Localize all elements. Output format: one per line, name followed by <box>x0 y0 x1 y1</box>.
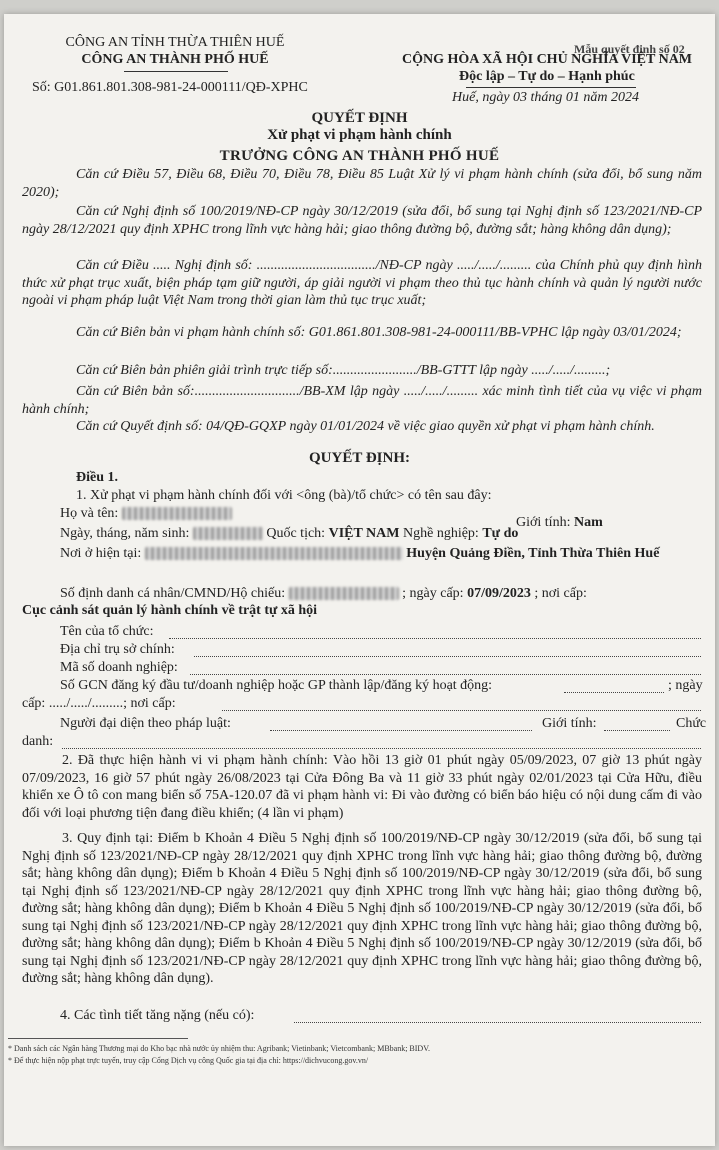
job-value: Tự do <box>482 526 519 541</box>
basis-3: Căn cứ Điều ..... Nghị định số: ................................../NĐ-CP ngày ...../...../......... của Chính phủ quy định hình thức xử phạt trục xuất, biện pháp tạm giữ người, áp giải người vi phạm theo thủ tục hành chính và quản lý người nước ngoài vi phạm pháp luật Việt Nam trong thời gian làm thủ tục trục xuất; <box>22 258 702 309</box>
motto: Độc lập – Tự do – Hạnh phúc <box>459 69 635 84</box>
agency-sub: CÔNG AN THÀNH PHỐ HUẾ <box>81 52 269 67</box>
gender-value: Nam <box>573 515 603 530</box>
org-gcn-date-label: ; ngày <box>668 678 703 693</box>
org-issue-place-line <box>222 710 701 711</box>
gender-row <box>516 515 603 531</box>
footnote-rule <box>8 1038 188 1039</box>
doc-number: Số: G01.861.801.308-981-24-000111/QĐ-XPHC <box>32 80 308 95</box>
rep-gender-label: Giới tính: <box>542 716 597 731</box>
org-name-line <box>169 638 701 639</box>
org-name-label: Tên của tổ chức: <box>60 624 154 639</box>
rep-gender-line <box>604 730 670 731</box>
basis-6: Căn cứ Biên bản số:............................../BB-XM lập ngày ...../...../......... xác minh tình tiết của vụ việc vi phạm hành chính; <box>22 384 702 417</box>
agency-underline <box>124 71 228 72</box>
name-row <box>60 506 232 522</box>
org-address-line <box>194 656 701 657</box>
doc-title: QUYẾT ĐỊNH <box>311 110 408 126</box>
nationality-label: Quốc tịch: <box>266 526 326 541</box>
footnote-1: * Danh sách các Ngân hàng Thương mại do Kho bạc nhà nước ủy nhiệm thu: Agribank; Vietinbank; Vietcombank; MBbank; BIDV. <box>8 1044 430 1053</box>
basis-5: Căn cứ Biên bản phiên giải trình trực tiếp số:......................../BB-GTTT lập ngày ...../...../.........; <box>76 363 611 378</box>
document-page <box>4 14 715 1146</box>
authority: TRƯỞNG CÔNG AN THÀNH PHỐ HUẾ <box>219 148 500 164</box>
address-value: Huyện Quảng Điền, Tỉnh Thừa Thiên Huế <box>406 546 660 561</box>
article-1-item-2: 2. Đã thực hiện hành vi vi phạm hành chính: Vào hồi 13 giờ 01 phút ngày 05/09/2023, 07 giờ 13 phút ngày 07/09/2023, 16 giờ 57 phút ngày 26/08/2023 tại Cửa Đông Ba và 11 giờ 33 phút ngày 02/01/2023 tại Cửa Hữu, điều khiển xe Ô tô con mang biển số 75A-120.07 đã vi phạm hành vi: Đi vào đường có biển báo hiệu có nội dung cấm đi vào đối với loại phương tiện đang điều khiển; (4 lần vi phạm) <box>22 753 702 821</box>
id-row <box>60 586 587 602</box>
basis-2: Căn cứ Nghị định số 100/2019/NĐ-CP ngày 30/12/2019 (sửa đổi, bổ sung tại Nghị định số 123/2021/NĐ-CP ngày 28/12/2021 quy định XPHC trong lĩnh vực hàng hải; giao thông đường bộ, đường sắt; hàng không dân dụng); <box>22 204 702 237</box>
rep-title-label: Chức <box>676 716 707 731</box>
agency-top: CÔNG AN TỈNH THỪA THIÊN HUẾ <box>65 35 285 50</box>
address-label: Nơi ở hiện tại: <box>60 546 142 561</box>
org-address-label: Địa chỉ trụ sở chính: <box>60 642 175 657</box>
nationality-value: VIỆT NAM <box>328 526 400 541</box>
redacted-id <box>289 587 399 600</box>
dob-row <box>60 526 518 542</box>
dob-label: Ngày, tháng, năm sinh: <box>60 526 190 541</box>
org-gcn-date2: cấp: ...../...../.........; nơi cấp: <box>22 696 176 711</box>
footnote-2: * Để thực hiện nộp phạt trực tuyến, truy cập Cổng Dịch vụ công Quốc gia tại địa chỉ: https://dichvucong.gov.vn/ <box>8 1056 369 1065</box>
org-gcn-label: Số GCN đăng ký đầu tư/doanh nghiệp hoặc GP thành lập/đăng ký hoạt động: <box>60 678 493 693</box>
article-1-label: Điều 1. <box>76 470 118 485</box>
org-code-label: Mã số doanh nghiệp: <box>60 660 178 675</box>
doc-subtitle: Xử phạt vi phạm hành chính <box>267 127 452 143</box>
id-issue-place-label: ; nơi cấp: <box>534 586 587 601</box>
nation-title: CỘNG HÒA XÃ HỘI CHỦ NGHĨA VIỆT NAM <box>402 52 693 67</box>
rep-label: Người đại diện theo pháp luật: <box>60 716 231 731</box>
article-1-item-1: 1. Xử phạt vi phạm hành chính đối với <ông (bà)/tổ chức> có tên sau đây: <box>76 488 492 503</box>
redacted-dob <box>193 527 263 540</box>
basis-4: Căn cứ Biên bản vi phạm hành chính số: G01.861.801.308-981-24-000111/BB-VPHC lập ngày 03/01/2024; <box>76 325 682 340</box>
org-gcn-line <box>564 692 664 693</box>
rep-title-label-2: danh: <box>22 734 54 749</box>
item-4-line <box>294 1022 701 1023</box>
rep-line <box>270 730 532 731</box>
basis-7: Căn cứ Quyết định số: 04/QĐ-GQXP ngày 01/01/2024 về việc giao quyền xử phạt vi phạm hành chính. <box>76 419 655 434</box>
address-row <box>60 546 659 562</box>
id-label: Số định danh cá nhân/CMND/Hộ chiếu: <box>60 586 286 601</box>
gender-label: Giới tính: <box>516 515 571 530</box>
name-label: Họ và tên: <box>60 506 119 521</box>
id-issue-date: 07/09/2023 <box>467 586 531 601</box>
org-code-line <box>190 674 701 675</box>
place-date: Huế, ngày 03 tháng 01 năm 2024 <box>452 90 640 105</box>
job-label: Nghề nghiệp: <box>403 526 479 541</box>
rep-title-line <box>62 748 701 749</box>
article-1-item-3: 3. Quy định tại: Điểm b Khoản 4 Điều 5 Nghị định số 100/2019/NĐ-CP ngày 30/12/2019 (sửa đổi, bổ sung tại Nghị định số 123/2021/NĐ-CP ngày 28/12/2021 quy định XPHC trong lĩnh vực hàng hải; giao thông đường bộ, đường sắt; hàng không dân dụng); Điểm b Khoản 4 Điều 5 Nghị định số 100/2019/NĐ-CP ngày 30/12/2019 (sửa đổi, bổ sung tại Nghị định số 123/2021/NĐ-CP ngày 28/12/2021 quy định XPHC trong lĩnh vực hàng hải; giao thông đường bộ, đường sắt; hàng không dân dụng); Điểm b Khoản 4 Điều 5 Nghị định số 100/2019/NĐ-CP ngày 30/12/2019 (sửa đổi, bổ sung tại Nghị định số 123/2021/NĐ-CP ngày 28/12/2021 quy định XPHC trong lĩnh vực hàng hải; giao thông đường bộ, đường sắt; hàng không dân dụng); Điểm b Khoản 4 Điều 5 Nghị định số 100/2019/NĐ-CP ngày 30/12/2019 (sửa đổi, bổ sung tại Nghị định số 123/2021/NĐ-CP ngày 28/12/2021 quy định XPHC trong lĩnh vực hàng hải; giao thông đường bộ, đường sắt; hàng không dân dụng). <box>22 831 702 986</box>
article-1-item-4: 4. Các tình tiết tăng nặng (nếu có): <box>60 1008 255 1023</box>
redacted-address <box>145 547 403 560</box>
id-issue-date-label: ; ngày cấp: <box>402 586 464 601</box>
form-note: Mẫu quyết định số 02 <box>574 42 685 56</box>
motto-underline <box>466 87 636 88</box>
redacted-name <box>122 507 232 520</box>
decision-heading: QUYẾT ĐỊNH: <box>309 450 410 466</box>
basis-1: Căn cứ Điều 57, Điều 68, Điều 70, Điều 78, Điều 85 Luật Xử lý vi phạm hành chính (sửa đổi, bổ sung năm 2020); <box>22 167 702 200</box>
id-issue-place: Cục cảnh sát quản lý hành chính về trật tự xã hội <box>22 603 318 618</box>
